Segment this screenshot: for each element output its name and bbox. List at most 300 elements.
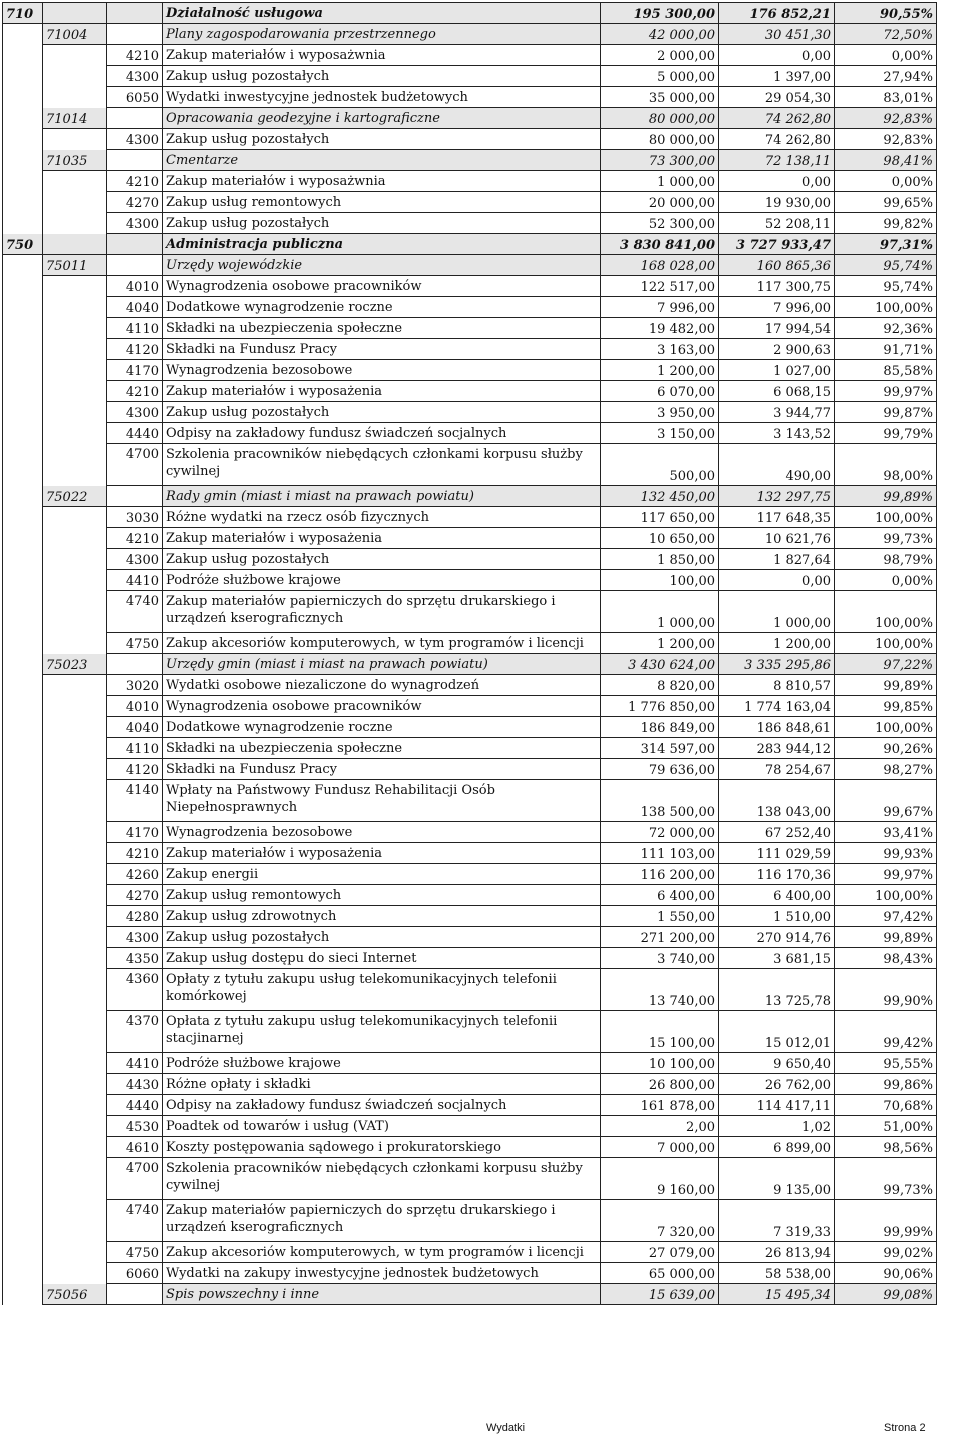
paragraph-code-cell — [107, 108, 163, 129]
rozdzial-code-cell — [43, 780, 107, 822]
plan-amount-cell: 27 079,00 — [601, 1242, 719, 1263]
plan-amount-cell: 3 430 624,00 — [601, 654, 719, 675]
dzial-code-cell — [3, 171, 43, 192]
executed-amount-cell: 138 043,00 — [719, 780, 835, 822]
section-row — [3, 234, 937, 255]
budget-table — [2, 2, 937, 1305]
rozdzial-code-cell — [43, 381, 107, 402]
executed-amount-cell: 67 252,40 — [719, 822, 835, 843]
chapter-row — [3, 108, 937, 129]
percent-cell: 99,42% — [835, 1011, 937, 1053]
chapter-row — [3, 24, 937, 45]
paragraph-row — [3, 171, 937, 192]
dzial-code-cell — [3, 528, 43, 549]
executed-amount-cell: 29 054,30 — [719, 87, 835, 108]
executed-amount-cell: 74 262,80 — [719, 129, 835, 150]
description-cell: Wydatki inwestycyjne jednostek budżetowych — [163, 87, 601, 108]
rozdzial-code-cell — [43, 507, 107, 528]
paragraph-row — [3, 339, 937, 360]
percent-cell: 99,65% — [835, 192, 937, 213]
description-cell: Zakup usług pozostałych — [163, 402, 601, 423]
paragraph-row — [3, 87, 937, 108]
dzial-code-cell — [3, 1137, 43, 1158]
paragraph-row — [3, 1053, 937, 1074]
plan-amount-cell: 73 300,00 — [601, 150, 719, 171]
plan-amount-cell: 1 550,00 — [601, 906, 719, 927]
rozdzial-code-cell — [43, 1158, 107, 1200]
paragraph-code-cell: 4300 — [107, 927, 163, 948]
executed-amount-cell: 117 300,75 — [719, 276, 835, 297]
executed-amount-cell: 490,00 — [719, 444, 835, 486]
paragraph-code-cell: 4140 — [107, 780, 163, 822]
executed-amount-cell: 8 810,57 — [719, 675, 835, 696]
dzial-code-cell — [3, 675, 43, 696]
percent-cell: 27,94% — [835, 66, 937, 87]
plan-amount-cell: 1 850,00 — [601, 549, 719, 570]
executed-amount-cell: 1 000,00 — [719, 591, 835, 633]
percent-cell: 83,01% — [835, 87, 937, 108]
chapter-row — [3, 150, 937, 171]
executed-amount-cell: 26 762,00 — [719, 1074, 835, 1095]
executed-amount-cell: 15 495,34 — [719, 1284, 835, 1305]
percent-cell: 99,97% — [835, 864, 937, 885]
rozdzial-code-cell — [43, 906, 107, 927]
paragraph-code-cell: 4410 — [107, 1053, 163, 1074]
executed-amount-cell: 283 944,12 — [719, 738, 835, 759]
description-cell: Zakup akcesoriów komputerowych, w tym programów i licencji — [163, 1242, 601, 1263]
percent-cell: 100,00% — [835, 717, 937, 738]
rozdzial-code-cell: 71035 — [43, 150, 107, 171]
plan-amount-cell: 7 996,00 — [601, 297, 719, 318]
plan-amount-cell: 1 000,00 — [601, 591, 719, 633]
plan-amount-cell: 19 482,00 — [601, 318, 719, 339]
description-cell: Szkolenia pracowników niebędących członkami korpusu służby cywilnej — [163, 1158, 601, 1200]
paragraph-code-cell: 4210 — [107, 843, 163, 864]
percent-cell: 99,82% — [835, 213, 937, 234]
description-cell: Zakup materiałów i wyposażwnia — [163, 45, 601, 66]
dzial-code-cell — [3, 255, 43, 276]
percent-cell: 100,00% — [835, 297, 937, 318]
dzial-code-cell — [3, 45, 43, 66]
percent-cell: 92,36% — [835, 318, 937, 339]
paragraph-row — [3, 948, 937, 969]
rozdzial-code-cell — [43, 1095, 107, 1116]
paragraph-row — [3, 591, 937, 633]
paragraph-code-cell: 4010 — [107, 276, 163, 297]
paragraph-code-cell: 6060 — [107, 1263, 163, 1284]
paragraph-code-cell: 4370 — [107, 1011, 163, 1053]
plan-amount-cell: 117 650,00 — [601, 507, 719, 528]
plan-amount-cell: 80 000,00 — [601, 108, 719, 129]
dzial-code-cell — [3, 927, 43, 948]
percent-cell: 93,41% — [835, 822, 937, 843]
executed-amount-cell: 3 681,15 — [719, 948, 835, 969]
paragraph-code-cell: 4120 — [107, 339, 163, 360]
plan-amount-cell: 5 000,00 — [601, 66, 719, 87]
plan-amount-cell: 72 000,00 — [601, 822, 719, 843]
description-cell: Poadtek od towarów i usług (VAT) — [163, 1116, 601, 1137]
dzial-code-cell — [3, 906, 43, 927]
percent-cell: 95,55% — [835, 1053, 937, 1074]
rozdzial-code-cell: 75056 — [43, 1284, 107, 1305]
percent-cell: 98,41% — [835, 150, 937, 171]
percent-cell: 99,89% — [835, 486, 937, 507]
rozdzial-code-cell — [43, 759, 107, 780]
dzial-code-cell — [3, 108, 43, 129]
rozdzial-code-cell — [43, 570, 107, 591]
rozdzial-code-cell — [43, 402, 107, 423]
rozdzial-code-cell: 75023 — [43, 654, 107, 675]
paragraph-code-cell: 4740 — [107, 591, 163, 633]
paragraph-code-cell: 4410 — [107, 570, 163, 591]
executed-amount-cell: 10 621,76 — [719, 528, 835, 549]
dzial-code-cell — [3, 1074, 43, 1095]
executed-amount-cell: 0,00 — [719, 45, 835, 66]
executed-amount-cell: 3 727 933,47 — [719, 234, 835, 255]
paragraph-code-cell: 3020 — [107, 675, 163, 696]
paragraph-row — [3, 780, 937, 822]
rozdzial-code-cell — [43, 1242, 107, 1263]
description-cell: Opłata z tytułu zakupu usług telekomunikacyjnych telefonii stacjinarnej — [163, 1011, 601, 1053]
description-cell: Rady gmin (miast i miast na prawach powiatu) — [163, 486, 601, 507]
executed-amount-cell: 1,02 — [719, 1116, 835, 1137]
paragraph-row — [3, 927, 937, 948]
description-cell: Zakup usług remontowych — [163, 885, 601, 906]
dzial-code-cell — [3, 822, 43, 843]
executed-amount-cell: 176 852,21 — [719, 3, 835, 24]
description-cell: Plany zagospodarowania przestrzennego — [163, 24, 601, 45]
percent-cell: 91,71% — [835, 339, 937, 360]
percent-cell: 100,00% — [835, 633, 937, 654]
rozdzial-code-cell — [43, 1263, 107, 1284]
paragraph-row — [3, 759, 937, 780]
description-cell: Odpisy na zakładowy fundusz świadczeń socjalnych — [163, 423, 601, 444]
paragraph-code-cell — [107, 486, 163, 507]
rozdzial-code-cell — [43, 87, 107, 108]
rozdzial-code-cell — [43, 1200, 107, 1242]
paragraph-code-cell: 4300 — [107, 66, 163, 87]
paragraph-code-cell — [107, 1284, 163, 1305]
paragraph-code-cell: 4300 — [107, 213, 163, 234]
dzial-code-cell — [3, 591, 43, 633]
description-cell: Składki na Fundusz Pracy — [163, 759, 601, 780]
percent-cell: 72,50% — [835, 24, 937, 45]
executed-amount-cell: 3 944,77 — [719, 402, 835, 423]
executed-amount-cell: 7 319,33 — [719, 1200, 835, 1242]
paragraph-code-cell: 4040 — [107, 297, 163, 318]
executed-amount-cell: 52 208,11 — [719, 213, 835, 234]
paragraph-row — [3, 738, 937, 759]
percent-cell: 90,06% — [835, 1263, 937, 1284]
plan-amount-cell: 7 000,00 — [601, 1137, 719, 1158]
paragraph-code-cell: 4360 — [107, 969, 163, 1011]
paragraph-row — [3, 507, 937, 528]
dzial-code-cell — [3, 87, 43, 108]
chapter-row — [3, 654, 937, 675]
percent-cell: 90,26% — [835, 738, 937, 759]
executed-amount-cell: 132 297,75 — [719, 486, 835, 507]
executed-amount-cell: 2 900,63 — [719, 339, 835, 360]
paragraph-code-cell: 4210 — [107, 171, 163, 192]
executed-amount-cell: 7 996,00 — [719, 297, 835, 318]
rozdzial-code-cell — [43, 129, 107, 150]
percent-cell: 99,73% — [835, 528, 937, 549]
percent-cell: 99,85% — [835, 696, 937, 717]
description-cell: Zakup akcesoriów komputerowych, w tym programów i licencji — [163, 633, 601, 654]
chapter-row — [3, 255, 937, 276]
plan-amount-cell: 3 150,00 — [601, 423, 719, 444]
rozdzial-code-cell — [43, 864, 107, 885]
plan-amount-cell: 15 639,00 — [601, 1284, 719, 1305]
description-cell: Składki na ubezpieczenia społeczne — [163, 318, 601, 339]
dzial-code-cell — [3, 549, 43, 570]
plan-amount-cell: 3 950,00 — [601, 402, 719, 423]
dzial-code-cell — [3, 24, 43, 45]
rozdzial-code-cell — [43, 1074, 107, 1095]
description-cell: Zakup usług dostępu do sieci Internet — [163, 948, 601, 969]
executed-amount-cell: 1 827,64 — [719, 549, 835, 570]
description-cell: Zakup usług pozostałych — [163, 213, 601, 234]
paragraph-code-cell: 6050 — [107, 87, 163, 108]
paragraph-row — [3, 570, 937, 591]
paragraph-code-cell: 4300 — [107, 129, 163, 150]
rozdzial-code-cell — [43, 948, 107, 969]
paragraph-code-cell: 4430 — [107, 1074, 163, 1095]
executed-amount-cell: 19 930,00 — [719, 192, 835, 213]
executed-amount-cell: 72 138,11 — [719, 150, 835, 171]
rozdzial-code-cell — [43, 822, 107, 843]
percent-cell: 98,56% — [835, 1137, 937, 1158]
rozdzial-code-cell — [43, 738, 107, 759]
percent-cell: 90,55% — [835, 3, 937, 24]
rozdzial-code-cell — [43, 297, 107, 318]
dzial-code-cell: 750 — [3, 234, 43, 255]
paragraph-row — [3, 297, 937, 318]
percent-cell: 85,58% — [835, 360, 937, 381]
paragraph-row — [3, 402, 937, 423]
executed-amount-cell: 30 451,30 — [719, 24, 835, 45]
description-cell: Różne wydatki na rzecz osób fizycznych — [163, 507, 601, 528]
paragraph-code-cell: 3030 — [107, 507, 163, 528]
plan-amount-cell: 15 100,00 — [601, 1011, 719, 1053]
dzial-code-cell — [3, 969, 43, 1011]
rozdzial-code-cell — [43, 66, 107, 87]
plan-amount-cell: 186 849,00 — [601, 717, 719, 738]
executed-amount-cell: 1 200,00 — [719, 633, 835, 654]
plan-amount-cell: 10 100,00 — [601, 1053, 719, 1074]
executed-amount-cell: 114 417,11 — [719, 1095, 835, 1116]
plan-amount-cell: 116 200,00 — [601, 864, 719, 885]
paragraph-code-cell: 4440 — [107, 1095, 163, 1116]
percent-cell: 99,89% — [835, 675, 937, 696]
description-cell: Zakup materiałów papierniczych do sprzętu drukarskiego i urządzeń kserograficznych — [163, 1200, 601, 1242]
description-cell: Zakup usług zdrowotnych — [163, 906, 601, 927]
executed-amount-cell: 0,00 — [719, 171, 835, 192]
paragraph-row — [3, 381, 937, 402]
paragraph-code-cell: 4440 — [107, 423, 163, 444]
percent-cell: 0,00% — [835, 570, 937, 591]
plan-amount-cell: 10 650,00 — [601, 528, 719, 549]
rozdzial-code-cell — [43, 633, 107, 654]
paragraph-row — [3, 1074, 937, 1095]
rozdzial-code-cell — [43, 1053, 107, 1074]
description-cell: Składki na ubezpieczenia społeczne — [163, 738, 601, 759]
description-cell: Administracja publiczna — [163, 234, 601, 255]
percent-cell: 99,79% — [835, 423, 937, 444]
plan-amount-cell: 2 000,00 — [601, 45, 719, 66]
dzial-code-cell — [3, 66, 43, 87]
plan-amount-cell: 20 000,00 — [601, 192, 719, 213]
plan-amount-cell: 3 163,00 — [601, 339, 719, 360]
dzial-code-cell — [3, 423, 43, 444]
paragraph-code-cell: 4270 — [107, 885, 163, 906]
description-cell: Cmentarze — [163, 150, 601, 171]
plan-amount-cell: 6 400,00 — [601, 885, 719, 906]
plan-amount-cell: 8 820,00 — [601, 675, 719, 696]
dzial-code-cell — [3, 1263, 43, 1284]
description-cell: Wydatki osobowe niezaliczone do wynagrodzeń — [163, 675, 601, 696]
dzial-code-cell — [3, 402, 43, 423]
dzial-code-cell — [3, 1158, 43, 1200]
plan-amount-cell: 2,00 — [601, 1116, 719, 1137]
plan-amount-cell: 132 450,00 — [601, 486, 719, 507]
dzial-code-cell — [3, 129, 43, 150]
plan-amount-cell: 35 000,00 — [601, 87, 719, 108]
rozdzial-code-cell — [43, 276, 107, 297]
paragraph-row — [3, 66, 937, 87]
paragraph-code-cell: 4740 — [107, 1200, 163, 1242]
dzial-code-cell — [3, 444, 43, 486]
description-cell: Zakup materiałów i wyposażenia — [163, 843, 601, 864]
description-cell: Zakup usług remontowych — [163, 192, 601, 213]
rozdzial-code-cell — [43, 696, 107, 717]
description-cell: Zakup materiałów papierniczych do sprzętu drukarskiego i urządzeń kserograficznych — [163, 591, 601, 633]
percent-cell: 99,90% — [835, 969, 937, 1011]
percent-cell: 99,87% — [835, 402, 937, 423]
executed-amount-cell: 3 143,52 — [719, 423, 835, 444]
executed-amount-cell: 1 027,00 — [719, 360, 835, 381]
rozdzial-code-cell — [43, 549, 107, 570]
executed-amount-cell: 270 914,76 — [719, 927, 835, 948]
percent-cell: 98,43% — [835, 948, 937, 969]
plan-amount-cell: 111 103,00 — [601, 843, 719, 864]
dzial-code-cell — [3, 1284, 43, 1305]
rozdzial-code-cell — [43, 171, 107, 192]
percent-cell: 99,86% — [835, 1074, 937, 1095]
description-cell: Zakup energii — [163, 864, 601, 885]
plan-amount-cell: 138 500,00 — [601, 780, 719, 822]
plan-amount-cell: 13 740,00 — [601, 969, 719, 1011]
paragraph-row — [3, 1200, 937, 1242]
rozdzial-code-cell — [43, 339, 107, 360]
dzial-code-cell — [3, 717, 43, 738]
executed-amount-cell: 117 648,35 — [719, 507, 835, 528]
paragraph-code-cell — [107, 24, 163, 45]
executed-amount-cell: 1 774 163,04 — [719, 696, 835, 717]
paragraph-row — [3, 717, 937, 738]
description-cell: Podróże służbowe krajowe — [163, 570, 601, 591]
description-cell: Różne opłaty i składki — [163, 1074, 601, 1095]
rozdzial-code-cell — [43, 360, 107, 381]
percent-cell: 97,42% — [835, 906, 937, 927]
paragraph-code-cell: 4120 — [107, 759, 163, 780]
plan-amount-cell: 314 597,00 — [601, 738, 719, 759]
executed-amount-cell: 1 510,00 — [719, 906, 835, 927]
paragraph-code-cell: 4270 — [107, 192, 163, 213]
rozdzial-code-cell — [43, 528, 107, 549]
paragraph-row — [3, 969, 937, 1011]
paragraph-code-cell — [107, 654, 163, 675]
dzial-code-cell — [3, 318, 43, 339]
paragraph-code-cell: 4010 — [107, 696, 163, 717]
dzial-code-cell — [3, 276, 43, 297]
paragraph-row — [3, 1137, 937, 1158]
paragraph-code-cell: 4210 — [107, 45, 163, 66]
rozdzial-code-cell — [43, 213, 107, 234]
description-cell: Zakup materiałów i wyposażenia — [163, 528, 601, 549]
paragraph-row — [3, 843, 937, 864]
executed-amount-cell: 13 725,78 — [719, 969, 835, 1011]
rozdzial-code-cell — [43, 885, 107, 906]
plan-amount-cell: 1 776 850,00 — [601, 696, 719, 717]
paragraph-code-cell: 4280 — [107, 906, 163, 927]
percent-cell: 99,08% — [835, 1284, 937, 1305]
description-cell: Zakup usług pozostałych — [163, 129, 601, 150]
description-cell: Wynagrodzenia bezosobowe — [163, 360, 601, 381]
rozdzial-code-cell — [43, 45, 107, 66]
dzial-code-cell: 710 — [3, 3, 43, 24]
paragraph-row — [3, 696, 937, 717]
executed-amount-cell: 111 029,59 — [719, 843, 835, 864]
percent-cell: 51,00% — [835, 1116, 937, 1137]
paragraph-row — [3, 1095, 937, 1116]
percent-cell: 0,00% — [835, 45, 937, 66]
paragraph-code-cell: 4300 — [107, 402, 163, 423]
rozdzial-code-cell — [43, 3, 107, 24]
paragraph-code-cell — [107, 3, 163, 24]
percent-cell: 95,74% — [835, 276, 937, 297]
plan-amount-cell: 26 800,00 — [601, 1074, 719, 1095]
paragraph-code-cell: 4750 — [107, 1242, 163, 1263]
description-cell: Szkolenia pracowników niebędących członkami korpusu służby cywilnej — [163, 444, 601, 486]
percent-cell: 99,73% — [835, 1158, 937, 1200]
paragraph-row — [3, 885, 937, 906]
paragraph-row — [3, 213, 937, 234]
percent-cell: 100,00% — [835, 591, 937, 633]
paragraph-row — [3, 129, 937, 150]
dzial-code-cell — [3, 1011, 43, 1053]
dzial-code-cell — [3, 759, 43, 780]
dzial-code-cell — [3, 381, 43, 402]
dzial-code-cell — [3, 1095, 43, 1116]
paragraph-code-cell — [107, 150, 163, 171]
paragraph-row — [3, 549, 937, 570]
paragraph-code-cell: 4210 — [107, 381, 163, 402]
plan-amount-cell: 168 028,00 — [601, 255, 719, 276]
paragraph-row — [3, 1263, 937, 1284]
percent-cell: 99,99% — [835, 1200, 937, 1242]
executed-amount-cell: 6 400,00 — [719, 885, 835, 906]
rozdzial-code-cell — [43, 234, 107, 255]
executed-amount-cell: 9 650,40 — [719, 1053, 835, 1074]
paragraph-row — [3, 276, 937, 297]
plan-amount-cell: 500,00 — [601, 444, 719, 486]
paragraph-code-cell: 4110 — [107, 738, 163, 759]
rozdzial-code-cell — [43, 423, 107, 444]
rozdzial-code-cell — [43, 192, 107, 213]
description-cell: Urzędy gmin (miast i miast na prawach powiatu) — [163, 654, 601, 675]
dzial-code-cell — [3, 1116, 43, 1137]
